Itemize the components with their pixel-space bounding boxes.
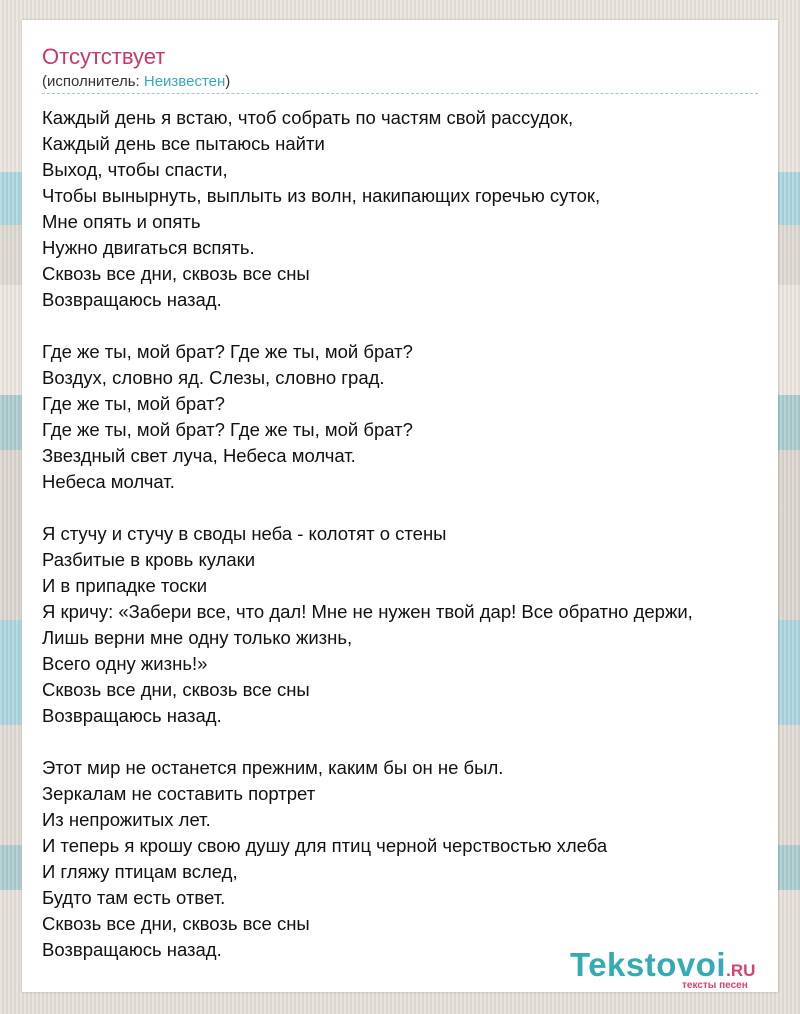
- lyric-line: Сквозь все дни, сквозь все сны: [42, 913, 310, 934]
- lyric-line: Из непрожитых лет.: [42, 809, 211, 830]
- stanza-1: [42, 105, 772, 313]
- lyric-line: Этот мир не останется прежним, каким бы он не был.: [42, 757, 504, 778]
- lyric-line: И теперь я крошу свою душу для птиц черной черствостью хлеба: [42, 835, 608, 856]
- lyric-line: Небеса молчат.: [42, 471, 175, 492]
- lyric-line: Воздух, словно яд. Слезы, словно град.: [42, 367, 385, 388]
- stanza-2: [42, 339, 772, 495]
- lyric-line: Где же ты, мой брат? Где же ты, мой брат?: [42, 419, 413, 440]
- stanza-3: [42, 521, 772, 729]
- lyric-line: Всего одну жизнь!»: [42, 653, 208, 674]
- lyric-line: Каждый день я встаю, чтоб собрать по частям свой рассудок,: [42, 107, 574, 128]
- lyric-line: И в припадке тоски: [42, 575, 208, 596]
- lyric-line: Каждый день все пытаюсь найти: [42, 133, 325, 154]
- artist-suffix: ): [225, 73, 231, 90]
- stanza-4: [42, 755, 772, 963]
- lyric-line: И гляжу птицам вслед,: [42, 861, 238, 882]
- lyric-line: Мне опять и опять: [42, 211, 201, 232]
- lyric-line: Разбитые в кровь кулаки: [42, 549, 256, 570]
- lyrics-text: [42, 105, 772, 963]
- lyric-line: Сквозь все дни, сквозь все сны: [42, 679, 310, 700]
- lyric-line: Сквозь все дни, сквозь все сны: [42, 263, 310, 284]
- logo-tld: .RU: [726, 961, 756, 980]
- lyric-line: Где же ты, мой брат? Где же ты, мой брат?: [42, 341, 413, 362]
- logo-name: Tekstovoi: [570, 946, 727, 983]
- lyric-line: Нужно двигаться вспять.: [42, 237, 255, 258]
- lyric-line: Чтобы вынырнуть, выплыть из волн, накипающих горечью суток,: [42, 185, 601, 206]
- artist-prefix: (исполнитель:: [42, 73, 144, 90]
- logo-tagline: тексты песен: [682, 980, 748, 991]
- lyric-line: Будто там есть ответ.: [42, 887, 226, 908]
- lyric-line: Возвращаюсь назад.: [42, 939, 222, 960]
- title-divider: [42, 93, 758, 94]
- artist-line: [42, 73, 230, 91]
- lyric-line: Лишь верни мне одну только жизнь,: [42, 627, 353, 648]
- lyric-line: Звездный свет луча, Небеса молчат.: [42, 445, 356, 466]
- lyric-line: Выход, чтобы спасти,: [42, 159, 228, 180]
- lyric-line: Зеркалам не составить портрет: [42, 783, 316, 804]
- site-logo[interactable]: [570, 946, 775, 990]
- lyric-line: Возвращаюсь назад.: [42, 289, 222, 310]
- lyric-line: Возвращаюсь назад.: [42, 705, 222, 726]
- lyrics-card: [22, 20, 778, 992]
- lyric-line: Я стучу и стучу в своды неба - колотят о стены: [42, 523, 447, 544]
- lyric-line: Я кричу: «Забери все, что дал! Мне не нужен твой дар! Все обратно держи,: [42, 601, 693, 622]
- song-title: Отсутствует: [42, 44, 166, 69]
- lyric-line: Где же ты, мой брат?: [42, 393, 225, 414]
- artist-link[interactable]: Неизвестен: [143, 73, 226, 90]
